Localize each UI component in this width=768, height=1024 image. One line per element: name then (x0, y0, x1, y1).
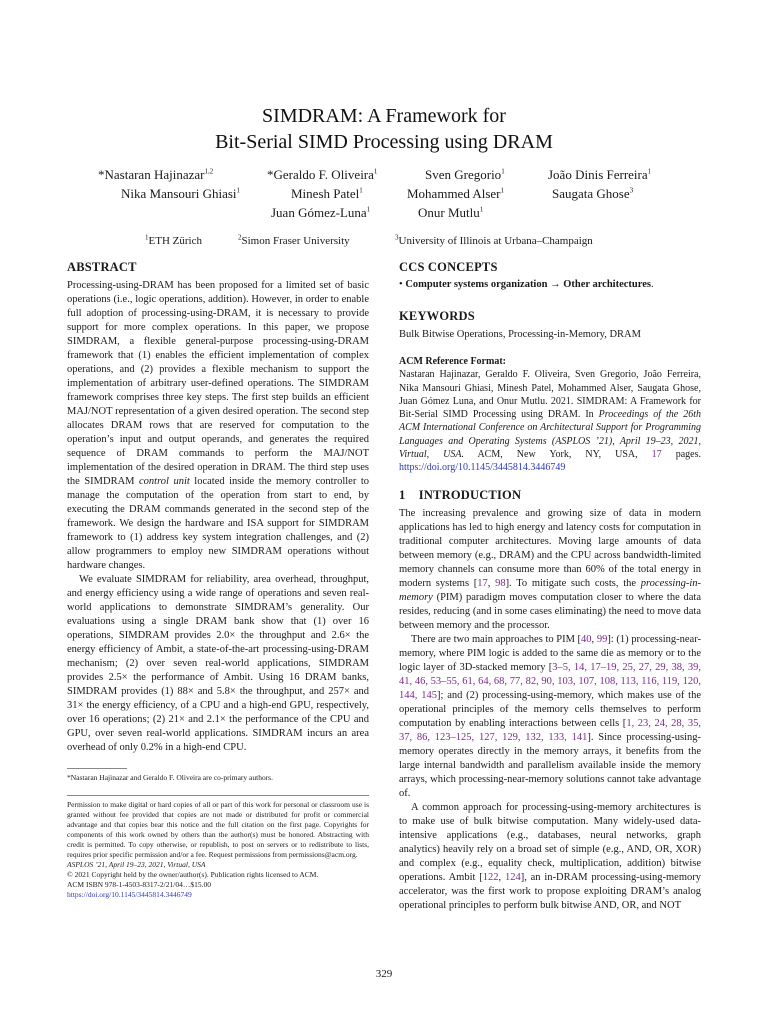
doi-link[interactable]: https://doi.org/10.1145/3445814.3446749 (67, 890, 192, 899)
paper-title-line2: Bit-Serial SIMD Processing using DRAM (215, 131, 553, 153)
intro-body (399, 507, 701, 913)
acm-reference (399, 355, 701, 475)
acm-reference-heading: ACM Reference Format: (399, 356, 506, 367)
intro-paragraph: The increasing prevalence and growing size of data in modern applications has led to high energy and latency costs for computation in traditional computer architectures. Moving large amounts of data between memory (e.g., DRAM) and the CPU across bandwidth-limited memory channels can consume more than 60% of the total energy in modern systems [17, 98]. To mitigate such costs, the processing-in-memory (PIM) paradigm moves computation closer to where the data resides, reducing (and in some cases eliminating) the need to move data between memory and the processor. (399, 508, 702, 631)
affiliation: $^1$ETH Zürich (145, 233, 202, 247)
intro-heading: 1 INTRODUCTION (399, 488, 522, 502)
keywords-text: Bulk Bitwise Operations, Processing-in-Memory, DRAM (399, 329, 641, 340)
ccs-heading: CCS CONCEPTS (399, 260, 498, 274)
affiliation: $^2$Simon Fraser University (238, 233, 350, 247)
author: *Geraldo F. Oliveira$^1$ (267, 167, 378, 182)
abstract-paragraph: We evaluate SIMDRAM for reliability, area overhead, throughput, and energy efficiency using a wide range of operations and seven real-world applications to demonstrate SIMDRAM’s generality. Our evaluations using a single DRAM bank show that (1) over 16 operations, SIMDRAM provides 2.0× the throughput and 2.6× the energy efficiency of Ambit, a state-of-the-art processing-using-DRAM mechanism; (2) over seven real-world applications, SIMDRAM provides 2.5× the performance of Ambit. Using 16 DRAM banks, SIMDRAM provides (1) 88× and 5.8× the throughput, and 257× and 31× the energy efficiency, of a CPU and a high-end GPU, respectively, over 16 operations; (2) 21× and 2.1× the performance of the CPU and GPU, over seven real-world applications. SIMDRAM incurs an area overhead of only 0.2% in a high-end CPU. (67, 574, 369, 753)
author: Mohammed Alser$^1$ (407, 186, 505, 201)
permission-text: Permission to make digital or hard copies of all or part of this work for personal or classroom use is granted without fee provided that copies are not made or distributed for profit or commercial advantage and that copies bear this notice and the full citation on the first page. Copyrights for components of this work owned by others than the author(s) must be honored. Abstracting with credit is permitted. To copy otherwise, or republish, to post on servers or to redistribute to lists, requires prior specific permission and/or a fee. Request permissions from permissions@acm.org. (67, 800, 369, 859)
intro-paragraph: A common approach for processing-using-memory architectures is to make use of bulk bitwise computation. Many widely-used data-intensive applications (e.g., databases, neural networks, graph analytics) heavily rely on a broad set of simple (e.g., AND, OR, XOR) and complex (e.g., equality check, multiplication, addition) bitwise operations. Ambit [122, 124], an in-DRAM processing-using-memory accelerator, was the first work to propose exploiting DRAM’s analog operational principles to perform bulk bitwise AND, OR, and NOT (399, 802, 701, 911)
abstract-body (67, 279, 369, 755)
author: João Dinis Ferreira$^1$ (548, 167, 652, 182)
acm-reference-text: Nastaran Hajinazar, Geraldo F. Oliveira, Sven Gregorio, João Ferreira, Nika Mansouri Ghiasi, Minesh Patel, Mohammed Alser, Saugata Ghose, Juan Gómez Luna, and Onur Mutlu. 2021. SIMDRAM: A Framework for Bit-Serial SIMD Processing using DRAM. In Proceedings of the 26th ACM International Conference on Architectural Support for Programming Languages and Operating Systems (ASPLOS ’21), April 19–23, 2021, Virtual, USA. ACM, New York, NY, USA, 17 pages. https://doi.org/10.1145/3445814.3446749 (399, 369, 701, 474)
isbn-line: ACM ISBN 978-1-4503-8317-2/21/04…$15.00 (67, 880, 211, 889)
footnote: *Nastaran Hajinazar and Geraldo F. Oliveira are co-primary authors. (67, 773, 273, 782)
author: *Nastaran Hajinazar$^{1,2}$ (98, 167, 214, 182)
intro-paragraph: There are two main approaches to PIM [40, 99]: (1) processing-near-memory, where PIM logic is added to the same die as memory or to the logic layer of 3D-stacked memory [3–5, 14, 17–19, 25, 27, 29, 38, 39, 41, 46, 53–55, 61, 64, 68, 77, 82, 90, 103, 107, 108, 113, 116, 119, 120, 144, 145]; and (2) processing-using-memory, which makes use of the operational principles of the memory cells themselves to perform computation by enabling interactions between cells [1, 23, 24, 28, 35, 37, 86, 123–125, 127, 129, 132, 133, 141]. Since processing-using-memory operates directly in the memory arrays, it benefits from the large internal bandwidth and parallelism available inside the memory arrays, which processing-near-memory solutions cannot take advantage of. (399, 634, 702, 799)
footnote-rule (67, 768, 127, 769)
copyright-line: © 2021 Copyright held by the owner/author(s). Publication rights licensed to ACM. (67, 870, 319, 879)
abstract-heading: ABSTRACT (67, 260, 137, 274)
permission-block (67, 800, 369, 900)
author: Sven Gregorio$^1$ (425, 167, 505, 182)
acm-doi-link[interactable]: https://doi.org/10.1145/3445814.3446749 (399, 462, 566, 474)
author: Nika Mansouri Ghiasi$^1$ (121, 186, 241, 201)
page-number: 329 (375, 968, 393, 980)
paper-title-line1: SIMDRAM: A Framework for (262, 105, 506, 127)
ccs-item: • Computer systems organization → Other architectures. (399, 279, 654, 290)
permission-rule (67, 795, 369, 796)
venue-line: ASPLOS ’21, April 19–23, 2021, Virtual, USA (67, 860, 206, 869)
author: Saugata Ghose$^3$ (552, 186, 634, 201)
author: Juan Gómez-Luna$^1$ (271, 205, 371, 220)
keywords-heading: KEYWORDS (399, 309, 475, 323)
author: Minesh Patel$^1$ (291, 186, 363, 201)
abstract-paragraph: Processing-using-DRAM has been proposed for a limited set of basic operations (i.e., logic operations, addition). However, in order to enable full adoption of processing-using-DRAM, it is necessary to provide support for more complex operations. In this paper, we propose SIMDRAM, a flexible general-purpose processing-using-DRAM framework that (1) enables the efficient implementation of complex operations, and (2) provides a flexible mechanism to support the implementation of arbitrary user-defined operations. The SIMDRAM framework comprises three key steps. The first step builds an efficient MAJ/NOT representation of a given desired operation. The second step allocates DRAM rows that are reserved for computation to the operation’s input and output operands, and generates the required sequence of DRAM commands to perform the MAJ/NOT implementation of the desired operation in DRAM. The third step uses the SIMDRAM control unit located inside the memory controller to manage the computation of the operation from start to end, by executing the DRAM commands generated in the second step of the framework. We design the hardware and ISA support for SIMDRAM framework to (1) address key system integration challenges, and (2) allow programmers to employ new SIMDRAM operations without hardware changes. (67, 280, 369, 571)
author: Onur Mutlu$^1$ (418, 205, 484, 220)
affiliation: $^3$University of Illinois at Urbana–Champaign (395, 233, 593, 247)
